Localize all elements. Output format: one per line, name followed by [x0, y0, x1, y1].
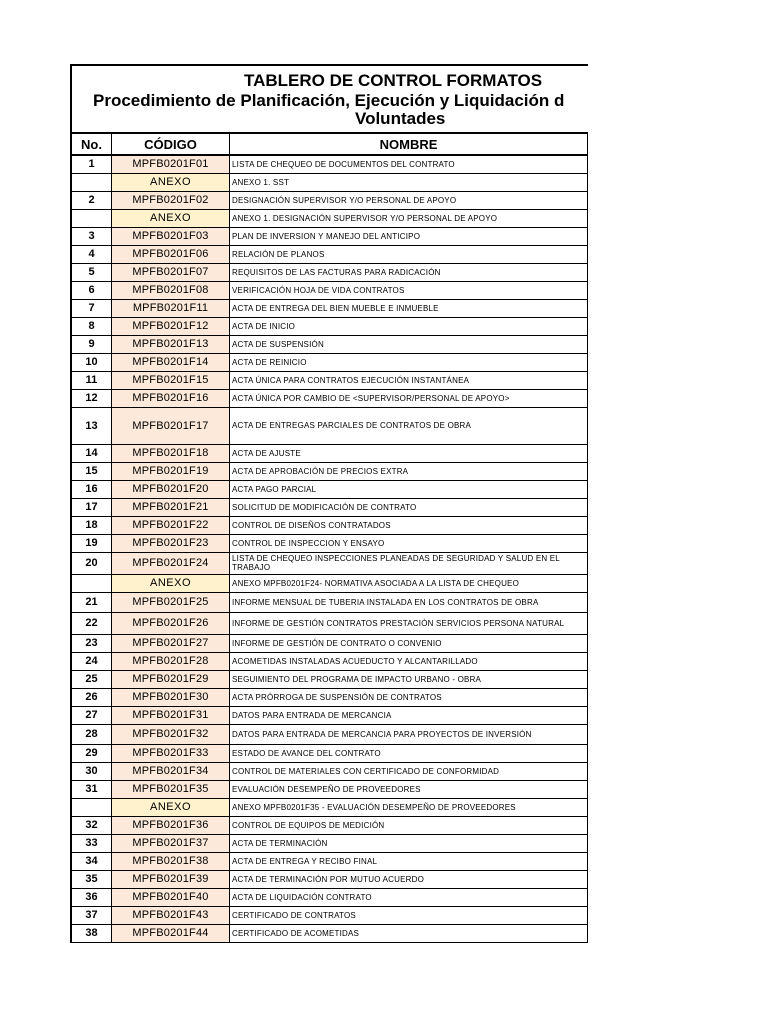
format-name: ACTA DE AJUSTE: [230, 444, 588, 462]
format-control-sheet: [70, 64, 588, 943]
row-number: 17: [71, 498, 112, 516]
row-number: 6: [71, 281, 112, 299]
table-row: [71, 209, 588, 227]
format-name: CONTROL DE INSPECCION Y ENSAYO: [230, 534, 588, 552]
table-row: [71, 744, 588, 762]
row-number: 5: [71, 263, 112, 281]
format-code[interactable]: MPFB0201F16: [112, 389, 230, 407]
format-name: ACTA DE TERMINACIÓN: [230, 834, 588, 852]
row-number: 29: [71, 744, 112, 762]
format-code[interactable]: MPFB0201F19: [112, 462, 230, 480]
table-row: [71, 706, 588, 724]
annex-code[interactable]: ANEXO: [112, 209, 230, 227]
format-code[interactable]: MPFB0201F37: [112, 834, 230, 852]
format-name: ACTA DE ENTREGAS PARCIALES DE CONTRATOS DE OBRA: [230, 407, 588, 444]
format-name: INFORME MENSUAL DE TUBERIA INSTALADA EN LOS CONTRATOS DE OBRA: [230, 592, 588, 612]
table-row: [71, 245, 588, 263]
table-row: [71, 634, 588, 652]
table-row: [71, 906, 588, 924]
row-number: [71, 574, 112, 592]
format-name: ANEXO MPFB0201F35 - EVALUACIÓN DESEMPEÑO DE PROVEEDORES: [230, 798, 588, 816]
format-name: ESTADO DE AVANCE DEL CONTRATO: [230, 744, 588, 762]
format-code[interactable]: MPFB0201F24: [112, 552, 230, 574]
table-row: [71, 888, 588, 906]
row-number: 24: [71, 652, 112, 670]
table-row: [71, 870, 588, 888]
format-code[interactable]: MPFB0201F18: [112, 444, 230, 462]
format-code[interactable]: MPFB0201F02: [112, 191, 230, 209]
format-name: CONTROL DE DISEÑOS CONTRATADOS: [230, 516, 588, 534]
row-number: 2: [71, 191, 112, 209]
table-row: [71, 552, 588, 574]
table-row: [71, 924, 588, 942]
sheet-subtitle: Procedimiento de Planificación, Ejecución y Liquidación d: [93, 91, 565, 110]
table-row: [71, 371, 588, 389]
format-code[interactable]: MPFB0201F40: [112, 888, 230, 906]
column-header-name: NOMBRE: [230, 133, 588, 155]
format-name: SEGUIMIENTO DEL PROGRAMA DE IMPACTO URBANO - OBRA: [230, 670, 588, 688]
row-number: 32: [71, 816, 112, 834]
row-number: 21: [71, 592, 112, 612]
format-code[interactable]: MPFB0201F13: [112, 335, 230, 353]
table-row: [71, 299, 588, 317]
format-name: VERIFICACIÓN HOJA DE VIDA CONTRATOS: [230, 281, 588, 299]
annex-code[interactable]: ANEXO: [112, 173, 230, 191]
table-row: [71, 227, 588, 245]
format-name: CERTIFICADO DE CONTRATOS: [230, 906, 588, 924]
table-row: [71, 612, 588, 634]
format-name: DATOS PARA ENTRADA DE MERCANCIA: [230, 706, 588, 724]
format-code[interactable]: MPFB0201F29: [112, 670, 230, 688]
format-code[interactable]: MPFB0201F15: [112, 371, 230, 389]
table-row: [71, 592, 588, 612]
table-row: [71, 263, 588, 281]
format-code[interactable]: MPFB0201F06: [112, 245, 230, 263]
format-code[interactable]: MPFB0201F07: [112, 263, 230, 281]
annex-code[interactable]: ANEXO: [112, 798, 230, 816]
row-number: 23: [71, 634, 112, 652]
format-name: ACTA DE TERMINACIÓN POR MUTUO ACUERDO: [230, 870, 588, 888]
table-row: [71, 798, 588, 816]
table-row: [71, 534, 588, 552]
row-number: 26: [71, 688, 112, 706]
format-code[interactable]: MPFB0201F26: [112, 612, 230, 634]
table-row: [71, 852, 588, 870]
table-row: [71, 389, 588, 407]
format-name: ACTA ÚNICA PARA CONTRATOS EJECUCIÓN INSTANTÁNEA: [230, 371, 588, 389]
row-number: 13: [71, 407, 112, 444]
table-row: [71, 480, 588, 498]
row-number: 4: [71, 245, 112, 263]
format-name: ACTA DE APROBACIÓN DE PRECIOS EXTRA: [230, 462, 588, 480]
row-number: 19: [71, 534, 112, 552]
row-number: [71, 798, 112, 816]
table-row: [71, 353, 588, 371]
format-name: CONTROL DE EQUIPOS DE MEDICIÓN: [230, 816, 588, 834]
format-name: CONTROL DE MATERIALES CON CERTIFICADO DE CONFORMIDAD: [230, 762, 588, 780]
format-name: INFORME DE GESTIÓN CONTRATOS PRESTACIÓN SERVICIOS PERSONA NATURAL: [230, 612, 588, 634]
sheet-header: [70, 64, 588, 132]
format-code[interactable]: MPFB0201F44: [112, 924, 230, 942]
table-row: [71, 762, 588, 780]
row-number: 18: [71, 516, 112, 534]
table-row: [71, 780, 588, 798]
format-name: ACOMETIDAS INSTALADAS ACUEDUCTO Y ALCANTARILLADO: [230, 652, 588, 670]
table-row: [71, 281, 588, 299]
row-number: 33: [71, 834, 112, 852]
format-name: ACTA PRÓRROGA DE SUSPENSIÓN DE CONTRATOS: [230, 688, 588, 706]
format-name: EVALUACIÓN DESEMPEÑO DE PROVEEDORES: [230, 780, 588, 798]
format-code[interactable]: MPFB0201F28: [112, 652, 230, 670]
row-number: 1: [71, 155, 112, 173]
format-code[interactable]: MPFB0201F01: [112, 155, 230, 173]
format-code[interactable]: MPFB0201F20: [112, 480, 230, 498]
format-code[interactable]: MPFB0201F22: [112, 516, 230, 534]
format-code[interactable]: MPFB0201F32: [112, 724, 230, 744]
row-number: 31: [71, 780, 112, 798]
table-header-row: [71, 133, 588, 155]
format-name: DESIGNACIÓN SUPERVISOR Y/O PERSONAL DE APOYO: [230, 191, 588, 209]
format-name: LISTA DE CHEQUEO DE DOCUMENTOS DEL CONTRATO: [230, 155, 588, 173]
row-number: 38: [71, 924, 112, 942]
row-number: [71, 209, 112, 227]
row-number: 22: [71, 612, 112, 634]
table-row: [71, 688, 588, 706]
table-row: [71, 407, 588, 444]
format-name: REQUISITOS DE LAS FACTURAS PARA RADICACIÓN: [230, 263, 588, 281]
format-code[interactable]: MPFB0201F38: [112, 852, 230, 870]
row-number: 7: [71, 299, 112, 317]
row-number: 12: [71, 389, 112, 407]
row-number: 14: [71, 444, 112, 462]
format-name: RELACIÓN DE PLANOS: [230, 245, 588, 263]
table-row: [71, 834, 588, 852]
table-row: [71, 462, 588, 480]
row-number: 16: [71, 480, 112, 498]
row-number: 36: [71, 888, 112, 906]
row-number: 35: [71, 870, 112, 888]
format-name: ANEXO 1. SST: [230, 173, 588, 191]
table-row: [71, 816, 588, 834]
row-number: 15: [71, 462, 112, 480]
column-header-no: No.: [71, 133, 112, 155]
format-code[interactable]: MPFB0201F23: [112, 534, 230, 552]
table-row: [71, 335, 588, 353]
row-number: 27: [71, 706, 112, 724]
annex-code[interactable]: ANEXO: [112, 574, 230, 592]
format-code[interactable]: MPFB0201F35: [112, 780, 230, 798]
format-name: DATOS PARA ENTRADA DE MERCANCIA PARA PROYECTOS DE INVERSIÓN: [230, 724, 588, 744]
row-number: 10: [71, 353, 112, 371]
format-name: ACTA DE ENTREGA Y RECIBO FINAL: [230, 852, 588, 870]
format-code[interactable]: MPFB0201F27: [112, 634, 230, 652]
format-name: INFORME DE GESTIÓN DE CONTRATO O CONVENIO: [230, 634, 588, 652]
format-code[interactable]: MPFB0201F17: [112, 407, 230, 444]
format-name: ACTA DE LIQUIDACIÓN CONTRATO: [230, 888, 588, 906]
format-name: SOLICITUD DE MODIFICACIÓN DE CONTRATO: [230, 498, 588, 516]
format-name: LISTA DE CHEQUEO INSPECCIONES PLANEADAS DE SEGURIDAD Y SALUD EN EL TRABAJO: [230, 552, 588, 574]
row-number: [71, 173, 112, 191]
format-name: CERTIFICADO DE ACOMETIDAS: [230, 924, 588, 942]
format-name: ACTA DE SUSPENSIÓN: [230, 335, 588, 353]
format-code[interactable]: MPFB0201F30: [112, 688, 230, 706]
row-number: 20: [71, 552, 112, 574]
format-code[interactable]: MPFB0201F12: [112, 317, 230, 335]
format-code[interactable]: MPFB0201F33: [112, 744, 230, 762]
format-name: ACTA ÚNICA POR CAMBIO DE <SUPERVISOR/PERSONAL DE APOYO>: [230, 389, 588, 407]
format-code[interactable]: MPFB0201F31: [112, 706, 230, 724]
format-code[interactable]: MPFB0201F43: [112, 906, 230, 924]
row-number: 28: [71, 724, 112, 744]
row-number: 34: [71, 852, 112, 870]
table-row: [71, 670, 588, 688]
format-code[interactable]: MPFB0201F34: [112, 762, 230, 780]
row-number: 37: [71, 906, 112, 924]
table-row: [71, 173, 588, 191]
format-name: ACTA DE INICIO: [230, 317, 588, 335]
format-name: ACTA DE ENTREGA DEL BIEN MUEBLE E INMUEBLE: [230, 299, 588, 317]
format-name: ACTA PAGO PARCIAL: [230, 480, 588, 498]
format-name: ANEXO 1. DESIGNACIÓN SUPERVISOR Y/O PERSONAL DE APOYO: [230, 209, 588, 227]
table-row: [71, 574, 588, 592]
format-name: ACTA DE REINICIO: [230, 353, 588, 371]
formats-table: [70, 132, 588, 943]
format-code[interactable]: MPFB0201F25: [112, 592, 230, 612]
table-row: [71, 652, 588, 670]
format-code[interactable]: MPFB0201F36: [112, 816, 230, 834]
table-row: [71, 155, 588, 173]
format-code[interactable]: MPFB0201F08: [112, 281, 230, 299]
table-row: [71, 516, 588, 534]
table-row: [71, 498, 588, 516]
row-number: 11: [71, 371, 112, 389]
format-name: PLAN DE INVERSION Y MANEJO DEL ANTICIPO: [230, 227, 588, 245]
table-row: [71, 444, 588, 462]
column-header-code: CÓDIGO: [112, 133, 230, 155]
sheet-title: TABLERO DE CONTROL FORMATOS: [244, 71, 543, 90]
table-row: [71, 724, 588, 744]
format-code[interactable]: MPFB0201F39: [112, 870, 230, 888]
row-number: 9: [71, 335, 112, 353]
format-code[interactable]: MPFB0201F21: [112, 498, 230, 516]
table-row: [71, 191, 588, 209]
table-row: [71, 317, 588, 335]
row-number: 25: [71, 670, 112, 688]
row-number: 3: [71, 227, 112, 245]
format-code[interactable]: MPFB0201F14: [112, 353, 230, 371]
row-number: 30: [71, 762, 112, 780]
sheet-subtitle-continued: Voluntades: [355, 109, 446, 128]
format-code[interactable]: MPFB0201F11: [112, 299, 230, 317]
format-code[interactable]: MPFB0201F03: [112, 227, 230, 245]
row-number: 8: [71, 317, 112, 335]
format-name: ANEXO MPFB0201F24- NORMATIVA ASOCIADA A LA LISTA DE CHEQUEO: [230, 574, 588, 592]
